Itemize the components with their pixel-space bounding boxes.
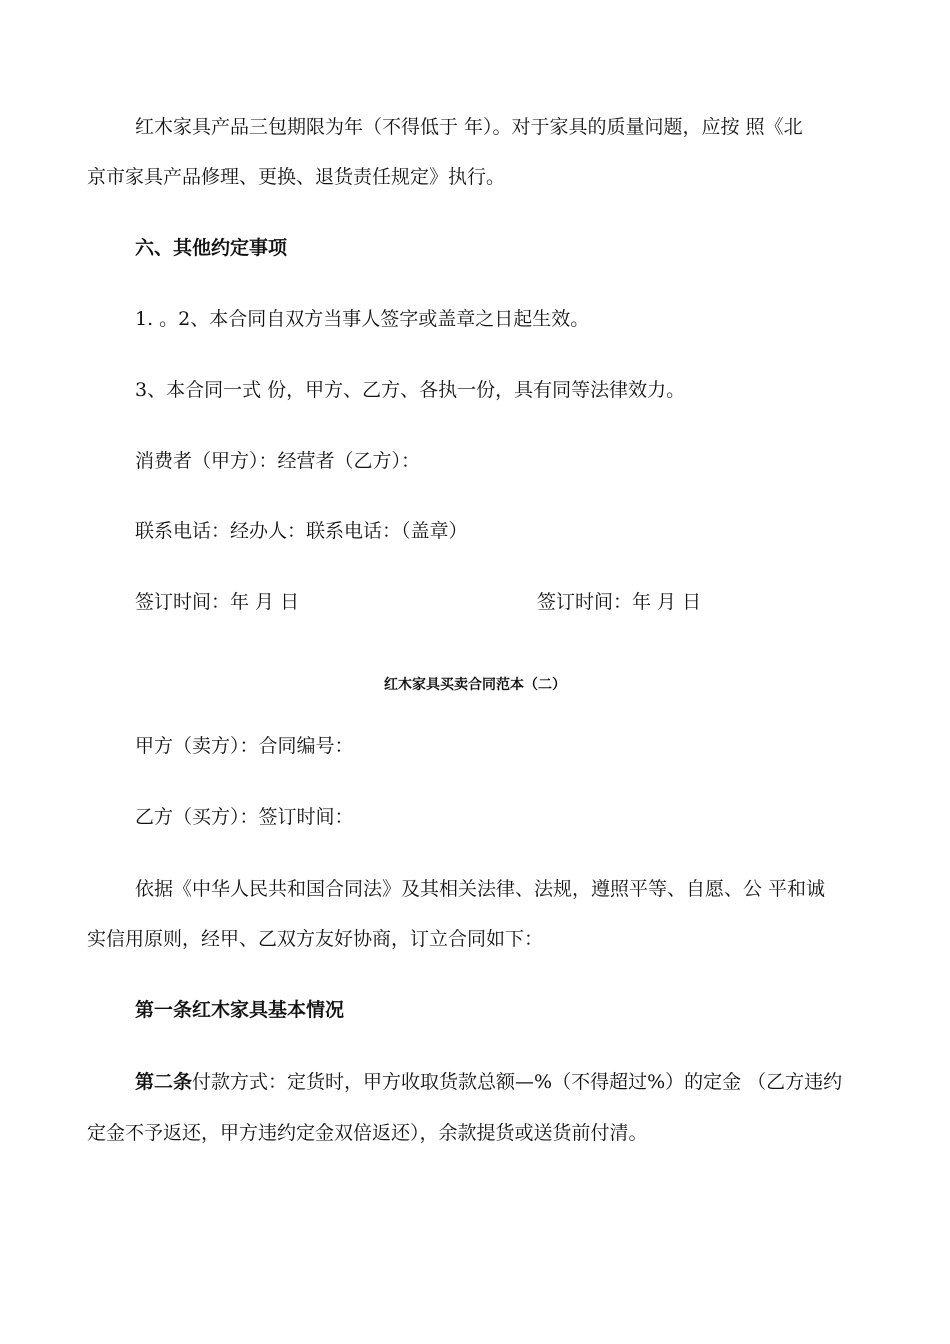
section-6-heading: 六、其他约定事项 <box>135 237 288 259</box>
article-2-label: 第二条 <box>135 1071 193 1093</box>
warranty-paragraph-line-1: 红木家具产品三包期限为年（不得低于 年）。对于家具的质量问题，应按 照《北 <box>135 116 803 138</box>
article-2-text: 付款方式：定货时，甲方收取货款总额—%（不得超过%）的定金 （乙方违约 <box>192 1071 843 1093</box>
clause-3: 3、本合同一式 份，甲方、乙方、各执一份，具有同等法律效力。 <box>135 379 686 401</box>
party-b-line: 乙方（买方）：签订时间： <box>135 806 354 828</box>
party-a-line: 甲方（卖方）：合同编号： <box>135 735 354 757</box>
warranty-paragraph-line-2: 京市家具产品修理、更换、退货责任规定》执行。 <box>87 166 506 188</box>
contract-2-title: 红木家具买卖合同范本（二） <box>384 677 566 693</box>
sign-date-left: 签订时间：年 月 日 <box>135 591 300 613</box>
preamble-line-2: 实信用原则，经甲、乙双方友好协商，订立合同如下： <box>87 928 544 950</box>
parties-signature-line: 消费者（甲方）：经营者（乙方）： <box>135 450 421 472</box>
article-2-line-1 <box>135 1070 925 1094</box>
sign-date-right: 签订时间：年 月 日 <box>537 591 702 613</box>
preamble-line-1: 依据《中华人民共和国合同法》及其相关法律、法规，遵照平等、自愿、公 平和诚 <box>135 878 826 900</box>
contacts-line: 联系电话：经办人：联系电话：（盖章） <box>135 520 468 542</box>
clause-1-2: 1. 。2、本合同自双方当事人签字或盖章之日起生效。 <box>135 308 590 330</box>
article-1-heading: 第一条红木家具基本情况 <box>135 999 345 1021</box>
article-2-line-2: 定金不予返还，甲方违约定金双倍返还），余款提货或送货前付清。 <box>87 1122 648 1144</box>
